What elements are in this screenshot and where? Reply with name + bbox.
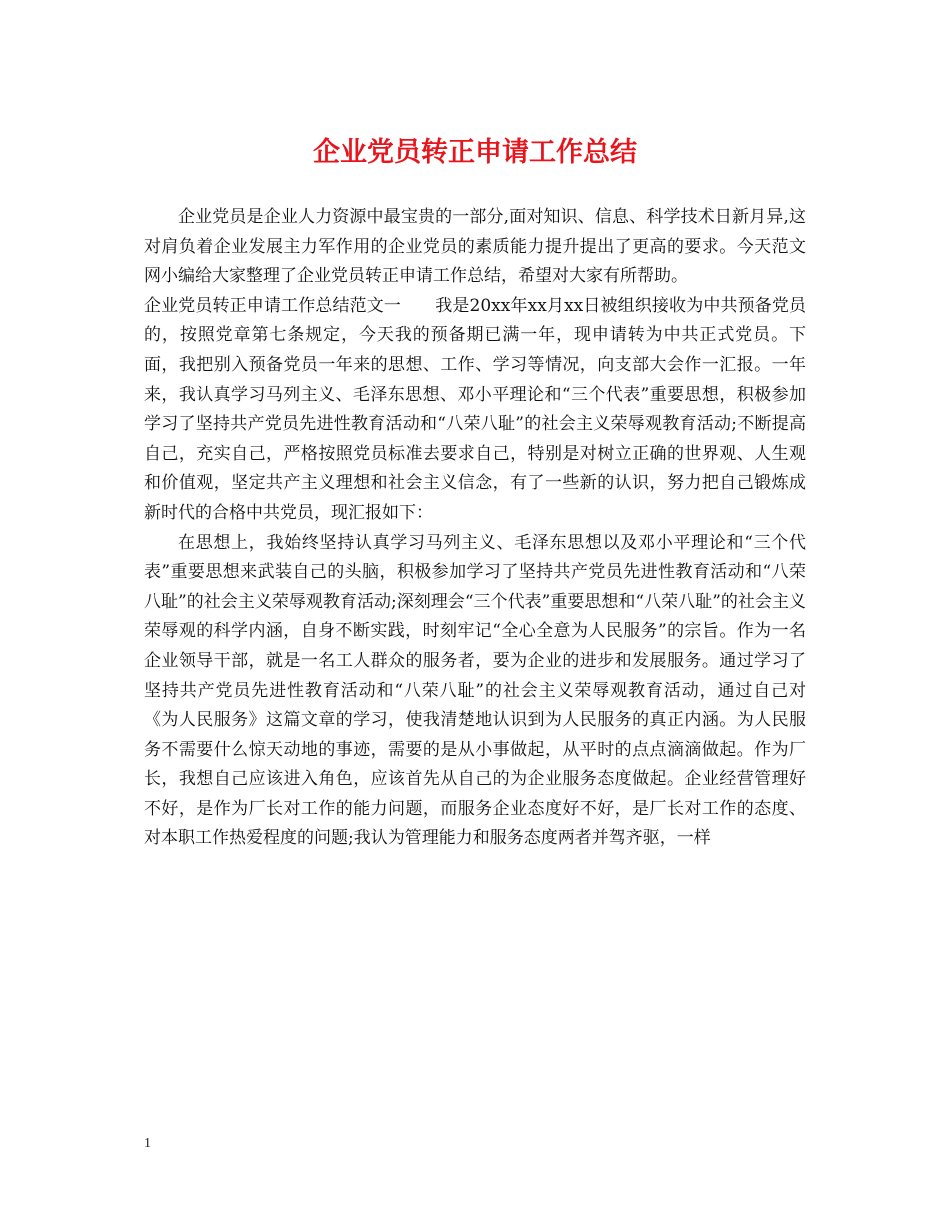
paragraph-sample-one: 企业党员转正申请工作总结范文一 我是20xx年xx月xx日被组织接收为中共预备党员的，按照党章第七条规定，今天我的预备期已满一年，现申请转为中共正式党员。下面，我把别入预备党员一年来的思想、工作、学习等情况，向支部大会作一汇报。一年来，我认真学习马列主义、毛泽东思想、邓小平理论和“三个代表”重要思想，积极参加学习了坚持共产党员先进性教育活动和“八荣八耻”的社会主义荣辱观教育活动;不断提高自己，充实自己，严格按照党员标准去要求自己，特别是对树立正确的世界观、人生观和价值观，坚定共产主义理想和社会主义信念，有了一些新的认识，努力把自己锻炼成新时代的合格中共党员，现汇报如下： [144, 295, 806, 523]
document-body [144, 203, 806, 854]
page-number: 1 [144, 1136, 151, 1151]
document-title: 企业党员转正申请工作总结 [313, 137, 637, 168]
paragraph-thought: 在思想上，我始终坚持认真学习马列主义、毛泽东思想以及邓小平理论和“三个代表”重要思想来武装自己的头脑，积极参加学习了坚持共产党员先进性教育活动和“八荣八耻”的社会主义荣辱观教育活动;深刻理会“三个代表”重要思想和“八荣八耻”的社会主义荣辱观的科学内涵，自身不断实践，时刻牢记“全心全意为人民服务”的宗旨。作为一名企业领导干部，就是一名工人群众的服务者，要为企业的进步和发展服务。通过学习了坚持共产党员先进性教育活动和“八荣八耻”的社会主义荣辱观教育活动，通过自己对《为人民服务》这篇文章的学习，使我清楚地认识到为人民服务的真正内涵。为人民服务不需要什么惊天动地的事迹，需要的是从小事做起，从平时的点点滴滴做起。作为厂长，我想自己应该进入角色，应该首先从自己的为企业服务态度做起。企业经营管理好不好，是作为厂长对工作的能力问题，而服务企业态度好不好，是厂长对工作的态度、对本职工作热爱程度的问题;我认为管理能力和服务态度两者并驾齐驱，一样 [144, 532, 806, 849]
paragraph-intro: 企业党员是企业人力资源中最宝贵的一部分,面对知识、信息、科学技术日新月异,这对肩负着企业发展主力军作用的企业党员的素质能力提升提出了更高的要求。今天范文网小编给大家整理了企业党员转正申请工作总结，希望对大家有所帮助。 [144, 207, 806, 287]
